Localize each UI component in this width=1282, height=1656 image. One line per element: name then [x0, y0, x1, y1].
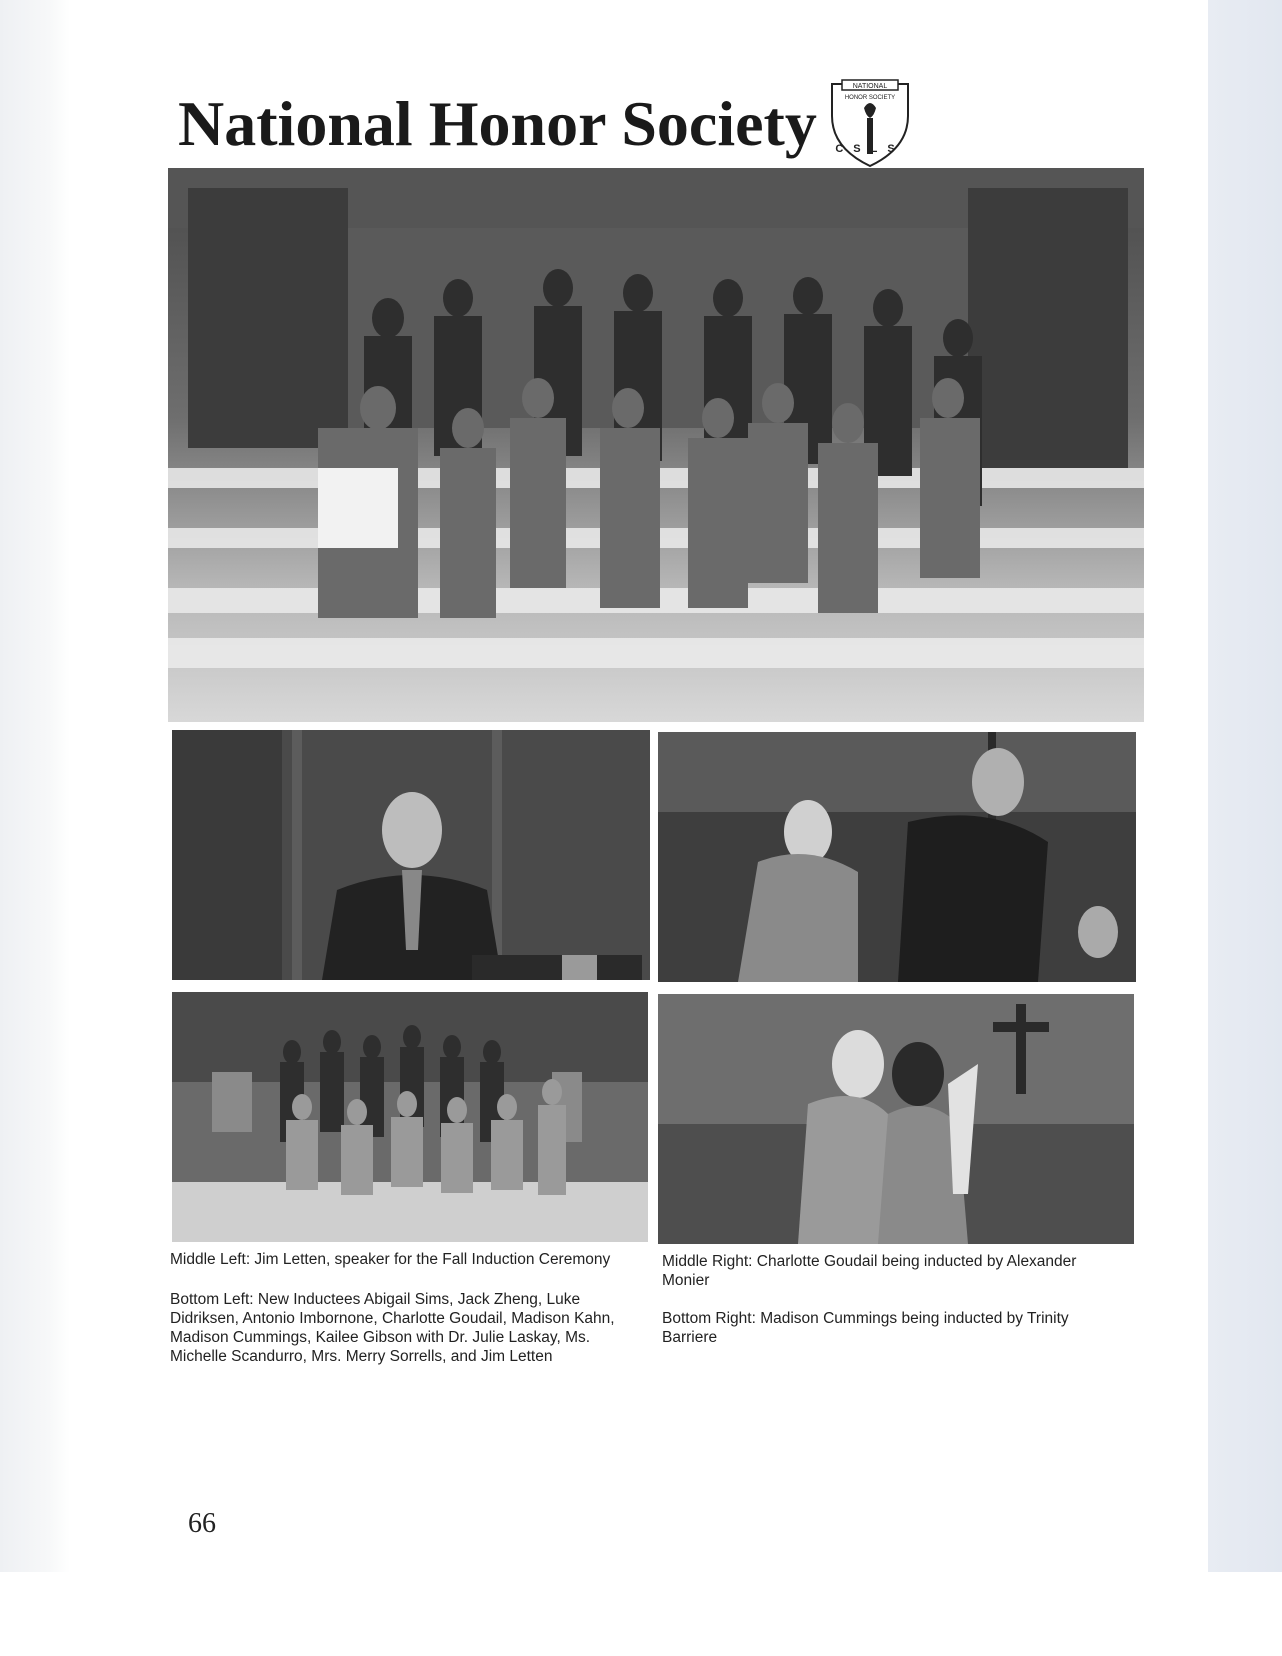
nhs-emblem	[828, 78, 912, 168]
caption-middle-left: Middle Left: Jim Letten, speaker for the Fall Induction Ceremony	[170, 1251, 611, 1268]
page-title: National Honor Society	[178, 88, 817, 159]
inductees-photo	[172, 992, 648, 1242]
emblem-top-text: NATIONAL	[852, 83, 888, 90]
induction-photo-charlotte	[658, 732, 1136, 982]
scan-margin-right	[1208, 0, 1282, 1572]
emblem-bottom-text: HONOR SOCIETY	[844, 95, 896, 101]
caption-bottom-right: Bottom Right: Madison Cummings being inducted by Trinity Barriere	[662, 1310, 1069, 1346]
page-number: 66	[188, 1508, 216, 1539]
group-photo	[168, 168, 1144, 722]
speaker-photo	[172, 730, 650, 980]
scan-margin-left	[0, 0, 70, 1572]
caption-bottom-left: Bottom Left: New Inductees Abigail Sims, Jack Zheng, Luke Didriksen, Antonio Imbornone, Charlotte Goudail, Madison Kahn, Madison Cummings, Kailee Gibson with Dr. Julie Laskay, Ms. Michelle Scandurro, Mrs. Merry Sorrells, and Jim Letten	[170, 1291, 615, 1365]
caption-middle-right: Middle Right: Charlotte Goudail being inducted by Alexander Monier	[662, 1253, 1077, 1289]
emblem-letters: CSLS	[835, 143, 905, 155]
induction-photo-madison	[658, 994, 1134, 1244]
